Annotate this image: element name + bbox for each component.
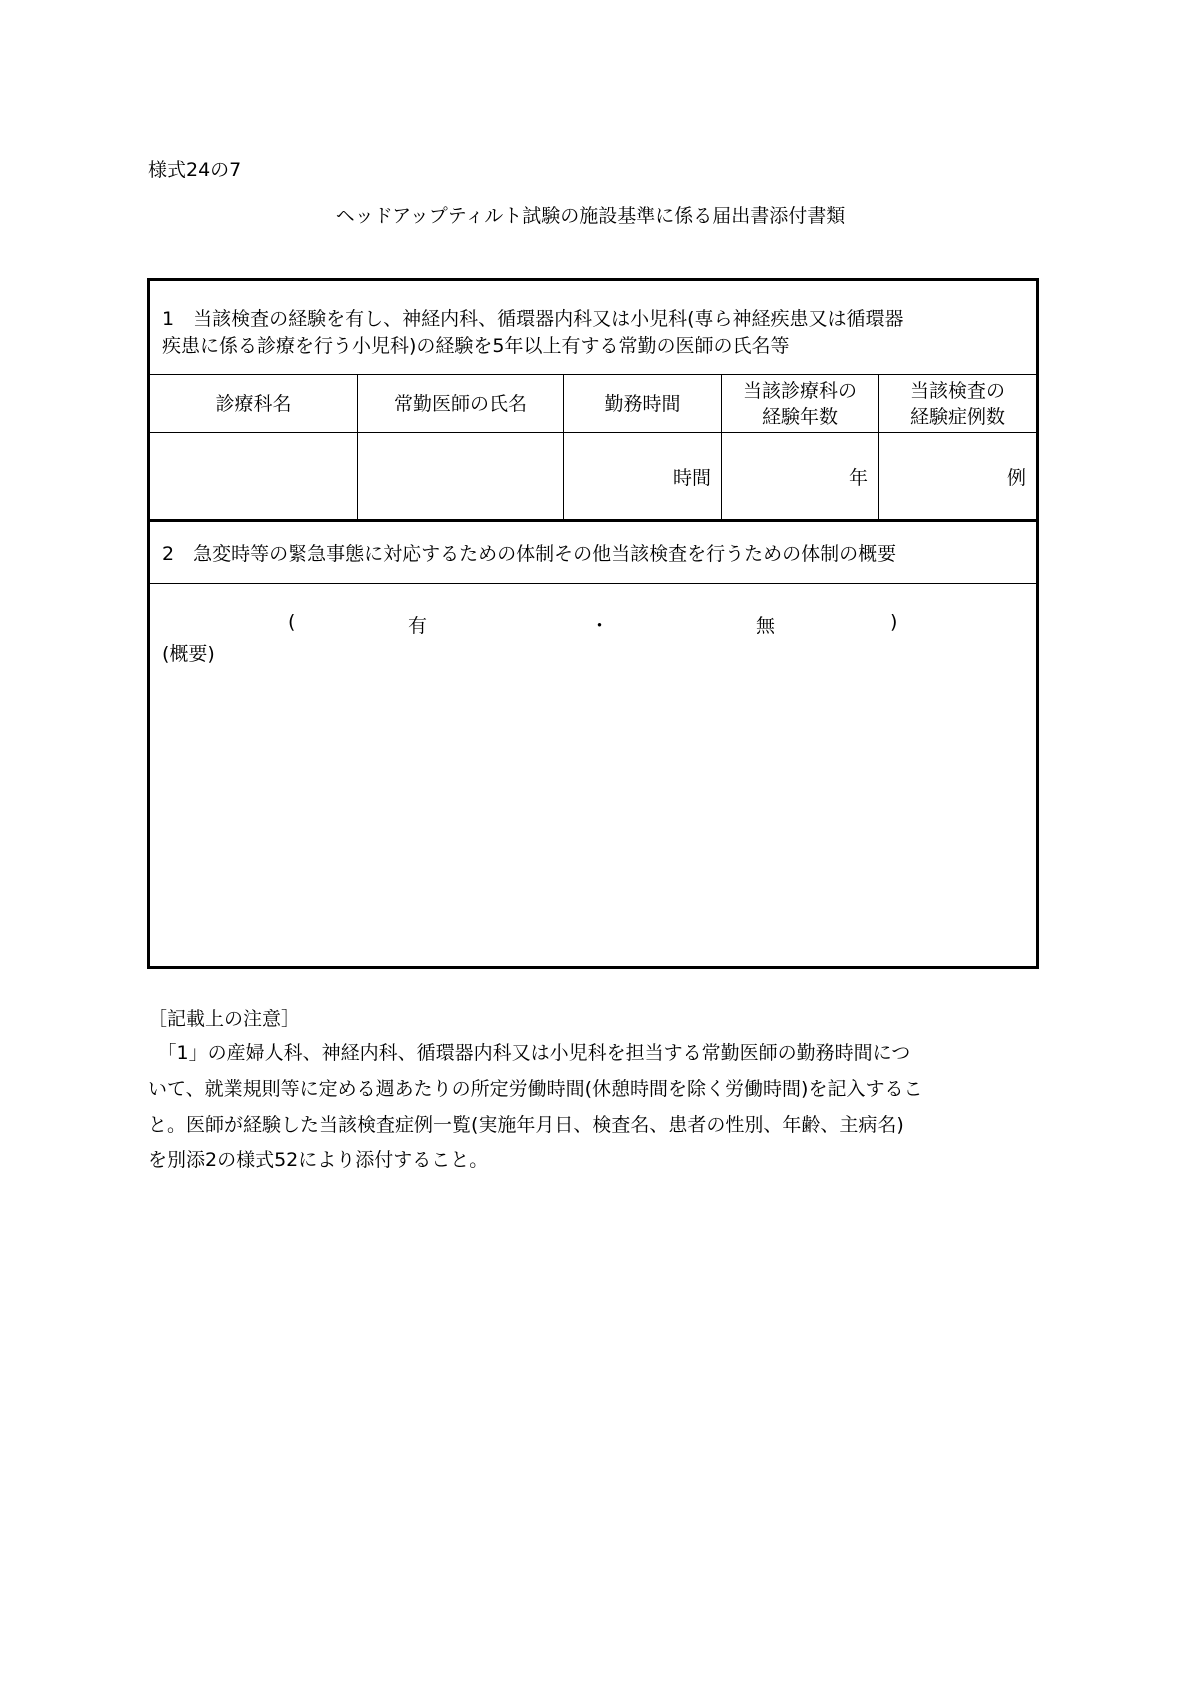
unit-years: 年 xyxy=(848,466,868,489)
column-header-text: 当該診療科の xyxy=(742,379,857,402)
work-hours-field[interactable] xyxy=(564,433,721,519)
column-header-text: 経験年数 xyxy=(761,405,838,428)
case-count-field[interactable] xyxy=(879,433,1036,519)
column-header-text: 診療科名 xyxy=(215,392,292,415)
doctor-name-field[interactable] xyxy=(358,433,563,519)
notes-line: と。医師が経験した当該検査症例一覧(実施年月日、検査名、患者の性別、年齢、主病名) xyxy=(148,1114,904,1136)
page-title: ヘッドアップティルト試験の施設基準に係る届出書添付書類 xyxy=(335,205,846,227)
notes-line: を別添2の様式52により添付すること。 xyxy=(148,1149,489,1171)
choice-no[interactable]: 無 xyxy=(756,615,776,637)
form-table xyxy=(147,278,1039,969)
column-header-work-hours xyxy=(564,375,721,432)
unit-hours: 時間 xyxy=(672,466,711,489)
divider xyxy=(150,583,1036,584)
column-header-years-experience xyxy=(722,375,878,432)
choice-open-paren: ( xyxy=(288,611,296,633)
section2-heading: 2 急変時等の緊急事態に対応するための体制その他当該検査を行うための体制の概要 xyxy=(162,543,897,565)
column-header-text: 当該検査の xyxy=(909,379,1005,402)
notes-line: 「1」の産婦人科、神経内科、循環器内科又は小児科を担当する常勤医師の勤務時間につ xyxy=(148,1042,911,1064)
notes-heading: ［記載上の注意］ xyxy=(148,1008,301,1030)
unit-cases: 例 xyxy=(1006,466,1026,489)
column-header-text: 常勤医師の氏名 xyxy=(393,392,527,415)
divider xyxy=(150,519,1036,522)
notes-line: いて、就業規則等に定める週あたりの所定労働時間(休憩時間を除く労働時間)を記入するこ xyxy=(148,1078,923,1100)
years-experience-field[interactable] xyxy=(722,433,878,519)
section1-heading-line2: 疾患に係る診療を行う小児科)の経験を5年以上有する常勤の医師の氏名等 xyxy=(162,335,790,357)
summary-label: (概要) xyxy=(162,643,215,665)
column-header-case-count xyxy=(879,375,1036,432)
column-header-text: 経験症例数 xyxy=(909,405,1005,428)
summary-field[interactable] xyxy=(162,671,1022,956)
section1-heading-line1: 1 当該検査の経験を有し、神経内科、循環器内科又は小児科(専ら神経疾患又は循環器 xyxy=(162,308,904,330)
column-header-doctor-name xyxy=(358,375,563,432)
choice-yes[interactable]: 有 xyxy=(408,615,428,637)
column-header-text: 勤務時間 xyxy=(604,392,681,415)
form-number: 様式24の7 xyxy=(148,159,242,181)
column-header-department xyxy=(150,375,357,432)
department-field[interactable] xyxy=(150,433,357,519)
choice-close-paren: ) xyxy=(890,611,898,633)
choice-separator: ・ xyxy=(590,615,610,637)
